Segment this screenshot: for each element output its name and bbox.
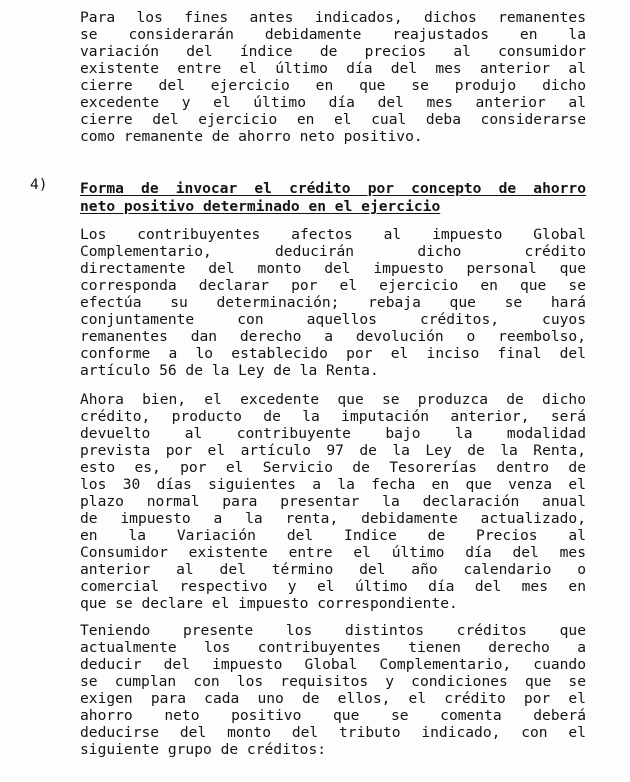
text-line: se cumplan con los requisitos y condiciones que se [80, 673, 586, 690]
text-line: que se declare el impuesto correspondiente. [80, 595, 458, 612]
paragraph-excedente [80, 391, 586, 612]
paragraph-creditos [80, 622, 586, 758]
text-line: existente entre el último día del mes anterior al [80, 60, 586, 77]
text-line: plazo normal para presentar la declaración anual [80, 493, 586, 510]
text-line: exigen para cada uno de ellos, el crédito por el [80, 690, 586, 707]
text-line: de impuesto a la renta, debidamente actualizado, [80, 510, 586, 527]
text-line: ahorro neto positivo que se comenta deberá [80, 707, 586, 724]
text-line: deducir del impuesto Global Complementario, cuando [80, 656, 586, 673]
text-line: crédito, producto de la imputación anterior, será [80, 408, 586, 425]
text-line: cierre del ejercicio en que se produjo dicho [80, 77, 586, 94]
paragraph-remanentes [80, 9, 586, 145]
text-line: directamente del monto del impuesto personal que [80, 260, 586, 277]
text-line: conforme a lo establecido por el inciso final del [80, 345, 586, 362]
text-line: remanentes dan derecho a devolución o reembolso, [80, 328, 586, 345]
text-line: como remanente de ahorro neto positivo. [80, 128, 423, 145]
text-line: Los contribuyentes afectos al impuesto Global [80, 226, 586, 243]
text-line: corresponda declarar por el ejercicio en que se [80, 277, 586, 294]
text-line: comercial respectivo y el último día del mes en [80, 578, 586, 595]
text-line: Ahora bien, el excedente que se produzca de dicho [80, 391, 586, 408]
heading-line: neto positivo determinado en el ejercicio [80, 198, 441, 215]
section-number: 4) [30, 176, 48, 193]
text-line: efectúa su determinación; rebaja que se hará [80, 294, 586, 311]
text-line: variación del índice de precios al consumidor [80, 43, 586, 60]
text-line: artículo 56 de la Ley de la Renta. [80, 362, 379, 379]
text-line: Teniendo presente los distintos créditos que [80, 622, 586, 639]
text-line: cierre del ejercicio en el cual deba considerarse [80, 111, 586, 128]
text-line: Consumidor existente entre el último día del mes [80, 544, 586, 561]
text-line: siguiente grupo de créditos: [80, 741, 327, 758]
text-line: esto es, por el Servicio de Tesorerías dentro de [80, 459, 586, 476]
heading-line: Forma de invocar el crédito por concepto de ahorro [80, 180, 586, 197]
text-line: devuelto al contribuyente bajo la modalidad [80, 425, 586, 442]
text-line: en la Variación del Indice de Precios al [80, 527, 586, 544]
text-line: Para los fines antes indicados, dichos remanentes [80, 9, 586, 26]
section-heading [80, 180, 586, 216]
text-line: conjuntamente con aquellos créditos, cuyos [80, 311, 586, 328]
text-line: se considerarán debidamente reajustados en la [80, 26, 586, 43]
text-line: actualmente los contribuyentes tienen derecho a [80, 639, 586, 656]
paragraph-contribuyentes [80, 226, 586, 379]
text-line: los 30 días siguientes a la fecha en que venza el [80, 476, 586, 493]
text-line: anterior al del término del año calendario o [80, 561, 586, 578]
text-line: Complementario, deducirán dicho crédito [80, 243, 586, 260]
text-line: excedente y el último día del mes anterior al [80, 94, 586, 111]
text-line: prevista por el artículo 97 de la Ley de la Renta, [80, 442, 586, 459]
text-line: deducirse del monto del tributo indicado, con el [80, 724, 586, 741]
